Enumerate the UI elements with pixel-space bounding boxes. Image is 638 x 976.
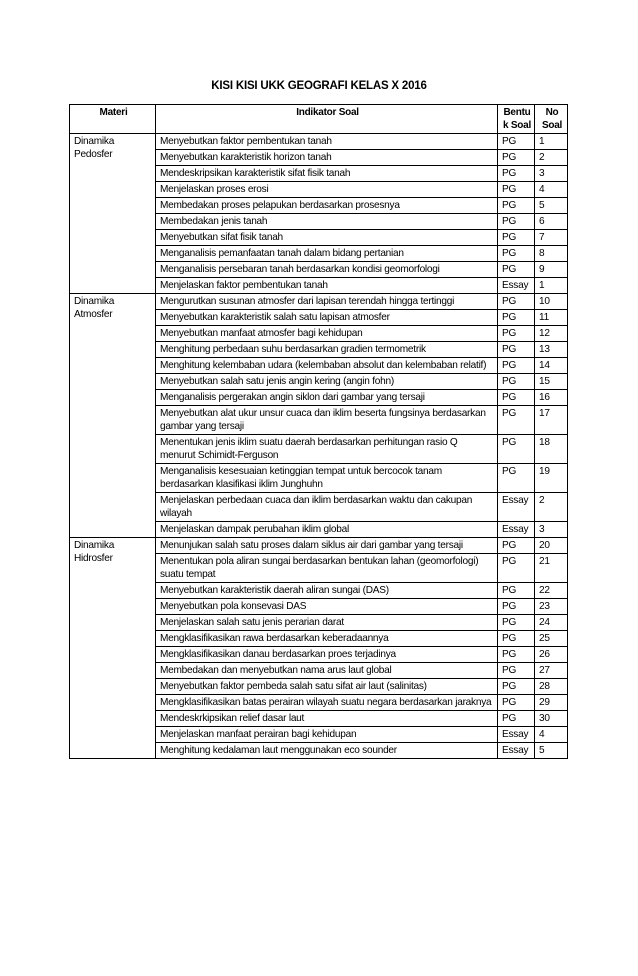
indikator-cell: Menentukan pola aliran sungai berdasarkan bentukan lahan (geomorfologi) suatu tempat <box>156 554 498 583</box>
no-soal-cell: 25 <box>535 631 568 647</box>
header-row <box>70 105 568 134</box>
table-row <box>70 134 568 150</box>
no-soal-cell: 12 <box>535 326 568 342</box>
bentuk-soal-cell: PG <box>498 294 535 310</box>
no-soal-cell: 15 <box>535 374 568 390</box>
kisi-table <box>69 104 568 759</box>
bentuk-soal-cell: PG <box>498 647 535 663</box>
no-soal-cell: 16 <box>535 390 568 406</box>
indikator-cell: Mengklasifikasikan rawa berdasarkan keberadaannya <box>156 631 498 647</box>
bentuk-soal-cell: Essay <box>498 727 535 743</box>
materi-line1: Dinamika <box>74 540 115 551</box>
no-soal-cell: 13 <box>535 342 568 358</box>
no-soal-cell: 23 <box>535 599 568 615</box>
bentuk-soal-cell: Essay <box>498 278 535 294</box>
materi-cell <box>70 294 156 538</box>
materi-line2: Atmosfer <box>74 309 113 320</box>
indikator-cell: Menyebutkan sifat fisik tanah <box>156 230 498 246</box>
table-header <box>70 105 568 134</box>
no-soal-cell: 28 <box>535 679 568 695</box>
header-no-line1: No <box>545 107 559 118</box>
indikator-cell: Membedakan jenis tanah <box>156 214 498 230</box>
indikator-cell: Menjelaskan salah satu jenis perarian darat <box>156 615 498 631</box>
bentuk-soal-cell: Essay <box>498 743 535 759</box>
indikator-cell: Menjelaskan manfaat perairan bagi kehidupan <box>156 727 498 743</box>
bentuk-soal-cell: PG <box>498 583 535 599</box>
indikator-cell: Menjelaskan proses erosi <box>156 182 498 198</box>
no-soal-cell: 1 <box>535 134 568 150</box>
bentuk-soal-cell: PG <box>498 262 535 278</box>
materi-line2: Hidrosfer <box>74 553 113 564</box>
indikator-cell: Membedakan proses pelapukan berdasarkan prosesnya <box>156 198 498 214</box>
no-soal-cell: 2 <box>535 493 568 522</box>
no-soal-cell: 21 <box>535 554 568 583</box>
no-soal-cell: 17 <box>535 406 568 435</box>
table-row <box>70 294 568 310</box>
bentuk-soal-cell: PG <box>498 374 535 390</box>
table-row <box>70 538 568 554</box>
bentuk-soal-cell: PG <box>498 631 535 647</box>
indikator-cell: Menjelaskan faktor pembentukan tanah <box>156 278 498 294</box>
indikator-cell: Membedakan dan menyebutkan nama arus laut global <box>156 663 498 679</box>
header-indikator: Indikator Soal <box>156 105 498 134</box>
no-soal-cell: 10 <box>535 294 568 310</box>
no-soal-cell: 29 <box>535 695 568 711</box>
bentuk-soal-cell: PG <box>498 150 535 166</box>
materi-line2: Pedosfer <box>74 149 113 160</box>
bentuk-soal-cell: PG <box>498 182 535 198</box>
bentuk-soal-cell: PG <box>498 358 535 374</box>
materi-line1: Dinamika <box>74 136 115 147</box>
indikator-cell: Mengklasifikasikan danau berdasarkan proes terjadinya <box>156 647 498 663</box>
no-soal-cell: 22 <box>535 583 568 599</box>
indikator-cell: Menyebutkan faktor pembentukan tanah <box>156 134 498 150</box>
no-soal-cell: 3 <box>535 522 568 538</box>
header-bentuk-soal <box>498 105 535 134</box>
bentuk-soal-cell: PG <box>498 599 535 615</box>
indikator-cell: Mengklasifikasikan batas perairan wilayah suatu negara berdasarkan jaraknya <box>156 695 498 711</box>
indikator-cell: Menyebutkan karakteristik salah satu lapisan atmosfer <box>156 310 498 326</box>
indikator-cell: Mendeskripsikan karakteristik sifat fisik tanah <box>156 166 498 182</box>
no-soal-cell: 1 <box>535 278 568 294</box>
indikator-cell: Mendeskrkipsikan relief dasar laut <box>156 711 498 727</box>
no-soal-cell: 19 <box>535 464 568 493</box>
bentuk-soal-cell: Essay <box>498 493 535 522</box>
bentuk-soal-cell: PG <box>498 435 535 464</box>
no-soal-cell: 30 <box>535 711 568 727</box>
bentuk-soal-cell: PG <box>498 615 535 631</box>
table-body <box>70 134 568 759</box>
bentuk-soal-cell: PG <box>498 695 535 711</box>
no-soal-cell: 14 <box>535 358 568 374</box>
bentuk-soal-cell: PG <box>498 166 535 182</box>
bentuk-soal-cell: PG <box>498 406 535 435</box>
no-soal-cell: 18 <box>535 435 568 464</box>
no-soal-cell: 7 <box>535 230 568 246</box>
no-soal-cell: 5 <box>535 743 568 759</box>
no-soal-cell: 3 <box>535 166 568 182</box>
header-no-soal <box>535 105 568 134</box>
header-no-line2: Soal <box>541 120 563 131</box>
bentuk-soal-cell: PG <box>498 711 535 727</box>
no-soal-cell: 8 <box>535 246 568 262</box>
indikator-cell: Menentukan jenis iklim suatu daerah berdasarkan perhitungan rasio Q menurut Schimidt-Ferguson <box>156 435 498 464</box>
indikator-cell: Menjelaskan dampak perubahan iklim global <box>156 522 498 538</box>
indikator-cell: Mengurutkan susunan atmosfer dari lapisan terendah hingga tertinggi <box>156 294 498 310</box>
no-soal-cell: 4 <box>535 182 568 198</box>
materi-cell <box>70 538 156 759</box>
indikator-cell: Menghitung perbedaan suhu berdasarkan gradien termometrik <box>156 342 498 358</box>
indikator-cell: Menyebutkan manfaat atmosfer bagi kehidupan <box>156 326 498 342</box>
no-soal-cell: 6 <box>535 214 568 230</box>
header-bentuk-line2: k Soal <box>503 120 531 131</box>
bentuk-soal-cell: PG <box>498 464 535 493</box>
no-soal-cell: 26 <box>535 647 568 663</box>
bentuk-soal-cell: Essay <box>498 522 535 538</box>
bentuk-soal-cell: PG <box>498 538 535 554</box>
bentuk-soal-cell: PG <box>498 134 535 150</box>
indikator-cell: Menyebutkan faktor pembeda salah satu sifat air laut (salinitas) <box>156 679 498 695</box>
indikator-cell: Menyebutkan karakteristik horizon tanah <box>156 150 498 166</box>
indikator-cell: Menyebutkan karakteristik daerah aliran sungai (DAS) <box>156 583 498 599</box>
bentuk-soal-cell: PG <box>498 230 535 246</box>
bentuk-soal-cell: PG <box>498 679 535 695</box>
bentuk-soal-cell: PG <box>498 310 535 326</box>
header-materi: Materi <box>70 105 156 134</box>
bentuk-soal-cell: PG <box>498 390 535 406</box>
no-soal-cell: 2 <box>535 150 568 166</box>
header-bentuk-line1: Bentu <box>503 107 531 118</box>
indikator-cell: Menyebutkan alat ukur unsur cuaca dan iklim beserta fungsinya berdasarkan gambar yang tersaji <box>156 406 498 435</box>
bentuk-soal-cell: PG <box>498 246 535 262</box>
indikator-cell: Menganalisis pemanfaatan tanah dalam bidang pertanian <box>156 246 498 262</box>
document-title: KISI KISI UKK GEOGRAFI KELAS X 2016 <box>211 80 427 92</box>
indikator-cell: Menganalisis pergerakan angin siklon dari gambar yang tersaji <box>156 390 498 406</box>
indikator-cell: Menghitung kedalaman laut menggunakan eco sounder <box>156 743 498 759</box>
indikator-cell: Menunjukan salah satu proses dalam siklus air dari gambar yang tersaji <box>156 538 498 554</box>
bentuk-soal-cell: PG <box>498 198 535 214</box>
indikator-cell: Menyebutkan salah satu jenis angin kering (angin fohn) <box>156 374 498 390</box>
no-soal-cell: 11 <box>535 310 568 326</box>
indikator-cell: Menjelaskan perbedaan cuaca dan iklim berdasarkan waktu dan cakupan wilayah <box>156 493 498 522</box>
bentuk-soal-cell: PG <box>498 342 535 358</box>
indikator-cell: Menyebutkan pola konsevasi DAS <box>156 599 498 615</box>
no-soal-cell: 27 <box>535 663 568 679</box>
bentuk-soal-cell: PG <box>498 663 535 679</box>
no-soal-cell: 5 <box>535 198 568 214</box>
no-soal-cell: 9 <box>535 262 568 278</box>
materi-line1: Dinamika <box>74 296 115 307</box>
materi-cell <box>70 134 156 294</box>
bentuk-soal-cell: PG <box>498 554 535 583</box>
indikator-cell: Menganalisis kesesuaian ketinggian tempat untuk bercocok tanam berdasarkan klasifikasi iklim Junghuhn <box>156 464 498 493</box>
no-soal-cell: 24 <box>535 615 568 631</box>
indikator-cell: Menganalisis persebaran tanah berdasarkan kondisi geomorfologi <box>156 262 498 278</box>
no-soal-cell: 20 <box>535 538 568 554</box>
indikator-cell: Menghitung kelembaban udara (kelembaban absolut dan kelembaban relatif) <box>156 358 498 374</box>
bentuk-soal-cell: PG <box>498 326 535 342</box>
bentuk-soal-cell: PG <box>498 214 535 230</box>
no-soal-cell: 4 <box>535 727 568 743</box>
